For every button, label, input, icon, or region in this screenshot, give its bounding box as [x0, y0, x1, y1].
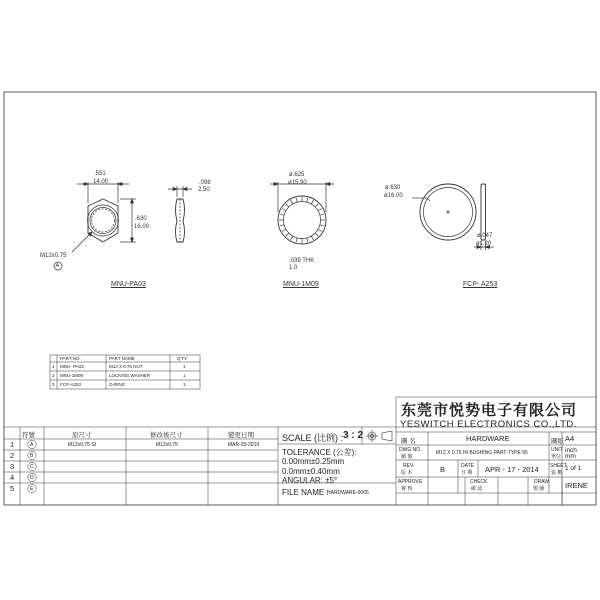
parts-table-cell: LOCKING WASHER [109, 373, 151, 378]
washer-dia-inch: ø.625 [289, 172, 305, 178]
nut-thickness-inch: .098 [199, 180, 211, 186]
rev-label: REV. [403, 463, 415, 469]
draw-value: IRENE [565, 481, 588, 490]
oring-dia-inch: ø.630 [385, 185, 401, 191]
nut-height-mm: 16.00 [134, 224, 150, 230]
washer-tooth [320, 225, 324, 226]
unit-label: UNIT [551, 447, 563, 453]
file-name-label: FILE NAME : [282, 488, 329, 497]
nut-width-inch: .551 [94, 171, 106, 177]
washer-tooth [318, 229, 322, 231]
parts-table-cell: MNU-1M09 [60, 373, 84, 378]
revision-row-original: M12x0.75 SI [68, 442, 97, 448]
draw-label: DRAW [534, 479, 550, 485]
date-label-chinese: 日 期 [461, 470, 473, 476]
parts-table-cell: 1 [183, 373, 186, 378]
washer-tooth [296, 238, 297, 242]
file-name-value: HARDWARE-0065 [327, 490, 369, 496]
dwg-no-label-chinese: 圖 號 [401, 454, 413, 460]
unit-label-chinese: 單位 [551, 454, 562, 460]
parts-table-header: Q'TY [177, 356, 188, 361]
scale-label: SCALE (比例) : [282, 433, 344, 443]
nut-thickness-mm: 2.50 [198, 187, 210, 193]
dwg-no-label: DWG NO. [399, 447, 422, 453]
washer-tooth [315, 204, 318, 207]
revision-row-symbol: A [30, 442, 34, 448]
revision-row-symbol: D [30, 475, 34, 481]
drawing-name-value: HARDWARE [466, 434, 510, 443]
revision-row-symbol: C [30, 464, 34, 470]
washer-tooth [296, 198, 297, 202]
washer-tooth [320, 214, 324, 215]
parts-table-header: PART NO. [60, 356, 81, 361]
oring-section-inch: ø.047 [477, 233, 493, 239]
washer-tooth [286, 204, 289, 207]
revision-header: 變更日期 [228, 432, 254, 439]
company-name-english: YESWITCH ELECTRONICS CO.,LTD. [400, 419, 577, 430]
parts-table-cell: 1 [183, 364, 186, 369]
oring-part-label: FCP- A253 [463, 281, 498, 288]
nut-height-inch: .630 [135, 216, 147, 222]
washer-thickness-mm: 1.0 [289, 265, 298, 271]
approve-label-chinese: 審 核 [401, 486, 413, 492]
nut-thread-callout: M12x0.75 [40, 253, 67, 259]
revision-row-number: 2 [10, 451, 15, 460]
dwg-no-value: M12 X 0.75 IN BUSHING PART-TYPE 56 [436, 450, 528, 456]
nut-drawing [54, 182, 192, 270]
oring-section-mm: ø1.20 [476, 241, 492, 247]
parts-table-cell: MNU- PA03 [60, 364, 84, 369]
washer-drawing [270, 182, 334, 244]
revision-header: 符號 [22, 432, 35, 439]
drawing-name-label: 圖 名 [401, 438, 416, 445]
washer-tooth [311, 200, 313, 204]
washer-tooth [280, 214, 284, 215]
washer-tooth [311, 236, 313, 240]
parts-table-cell: 1 [52, 364, 55, 369]
washer-tooth [282, 209, 286, 211]
sheet-label-chinese: 張 數 [551, 470, 563, 476]
washer-tooth [280, 225, 284, 226]
paper-size-value: A4 [565, 434, 575, 443]
revision-row-number: 1 [10, 440, 15, 449]
parts-table-header: PART NAME [109, 356, 135, 361]
washer-part-label: MNU-1M09 [283, 281, 319, 288]
revision-row-modified: M12x0.75 [156, 442, 178, 448]
date-value: APR - 17 - 2014 [485, 465, 539, 474]
revision-row-number: 5 [10, 484, 15, 493]
washer-tooth [318, 209, 322, 211]
washer-tooth [286, 233, 289, 236]
revision-row-symbol: E [30, 486, 34, 492]
check-label: CHECK [470, 479, 488, 485]
washer-tooth [307, 238, 308, 242]
revision-header: 原尺寸 [72, 432, 92, 439]
approve-label: APPROVE [398, 479, 423, 485]
projection-symbol-icon [366, 430, 392, 442]
tolerance-value-2: 0.0mm±0.40mm [282, 467, 340, 476]
oring-dia-mm: ø16.00 [384, 193, 403, 199]
revision-row-symbol: B [30, 453, 34, 459]
unit-value-mm: mm [565, 453, 576, 460]
sheet-label: SHEET [550, 463, 567, 469]
washer-tooth [282, 229, 286, 231]
parts-table-cell: 3 [52, 382, 55, 387]
parts-table-cell: M12 X 0.75 NUT [109, 364, 143, 369]
parts-table-cell: 1 [183, 382, 186, 387]
washer-tooth [307, 198, 308, 202]
revision-row-number: 4 [10, 473, 15, 482]
scale-value: 3 : 2 [343, 430, 364, 441]
revision-row-date: MAR-25-2019 [228, 442, 260, 448]
washer-tooth [291, 236, 293, 240]
rev-value: B [440, 465, 446, 474]
paper-size-label: 圖紙 [551, 438, 564, 445]
nut-width-mm: 14.00 [93, 179, 109, 185]
washer-dia-mm: ø15.90 [288, 180, 307, 186]
tolerance-value-1: 0.00mm±0.25mm [282, 457, 345, 466]
parts-table-cell: O-RING [109, 382, 126, 387]
date-label: DATE [461, 463, 474, 469]
angular-tolerance: ANGULAR: ±5° [282, 476, 338, 485]
parts-table-cell: 2 [52, 373, 55, 378]
unit-value-inch: inch [565, 447, 577, 454]
parts-table-cell: FCP-A253 [60, 382, 82, 387]
draw-label-chinese: 製 圖 [533, 486, 545, 492]
revision-row-number: 3 [10, 462, 15, 471]
rev-label-chinese: 版 本 [401, 470, 413, 476]
washer-thickness-inch: .039 THK [289, 258, 315, 264]
company-name-chinese: 东莞市悦势电子有限公司 [401, 401, 578, 419]
nut-revision-marker: A [55, 262, 60, 269]
tolerance-label: TOLERANCE (公差): [282, 448, 357, 457]
washer-tooth [315, 233, 318, 236]
check-label-chinese: 確 認 [471, 486, 483, 492]
sheet-value: 1 of 1 [565, 465, 582, 472]
nut-part-label: MNU-PA03 [111, 281, 146, 288]
revision-header: 修改後尺寸 [150, 432, 183, 439]
washer-tooth [291, 200, 293, 204]
